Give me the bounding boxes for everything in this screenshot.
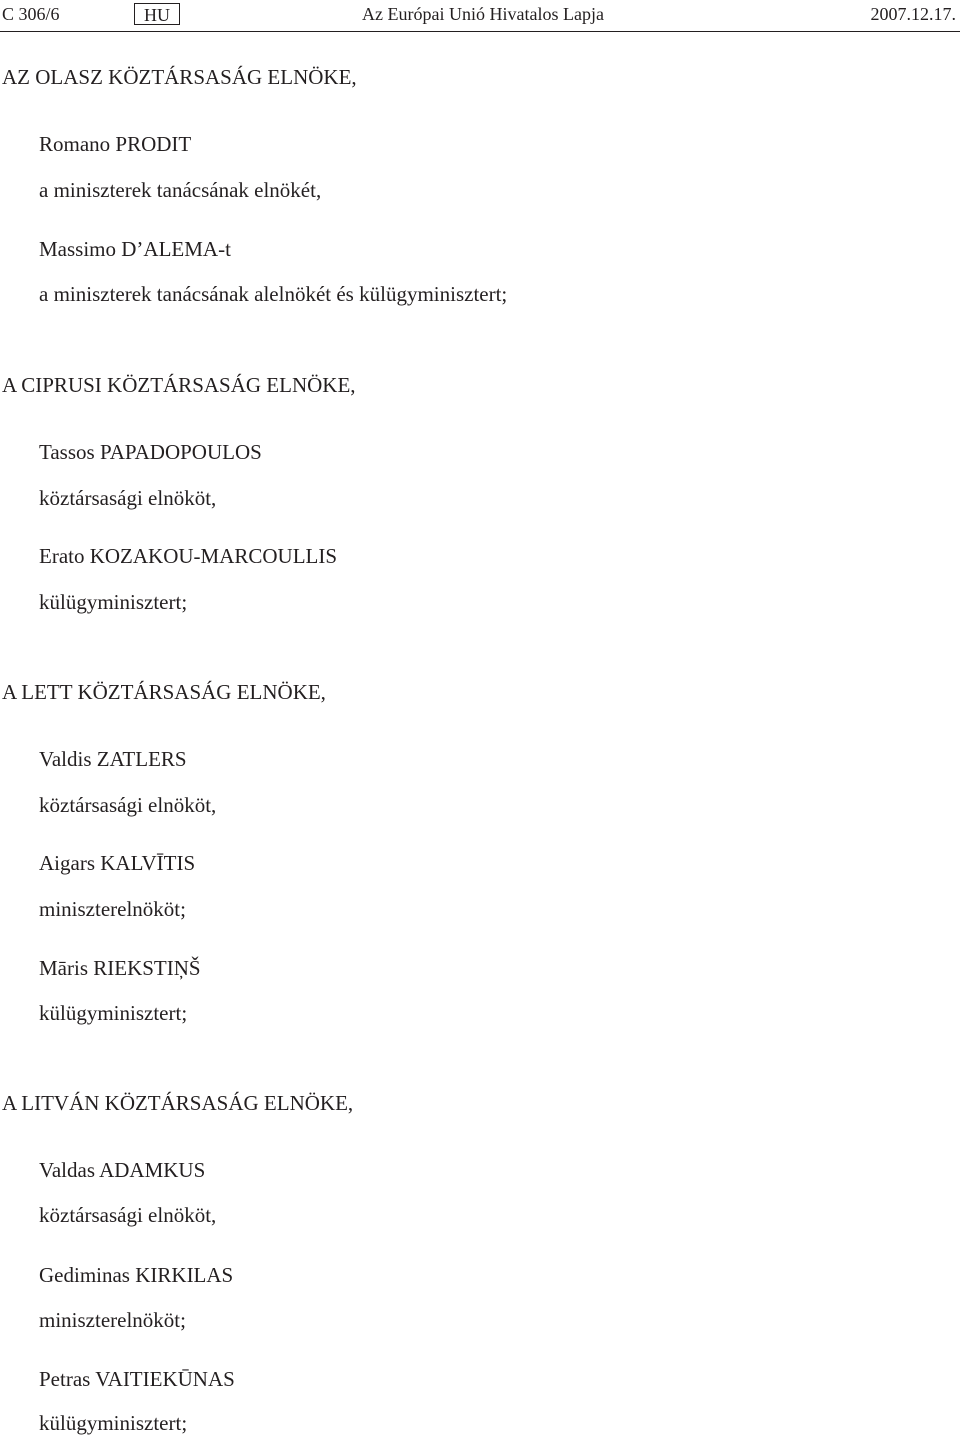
person-name: Gediminas KIRKILAS xyxy=(39,1263,234,1287)
person-role: külügyminisztert; xyxy=(39,1001,188,1025)
person-role: külügyminisztert; xyxy=(39,590,188,614)
section-heading: A CIPRUSI KÖZTÁRSASÁG ELNÖKE, xyxy=(2,373,356,397)
person-name: Petras VAITIEKŪNAS xyxy=(39,1367,235,1391)
person-name: Erato KOZAKOU-MARCOULLIS xyxy=(39,544,338,568)
section-heading: A LITVÁN KÖZTÁRSASÁG ELNÖKE, xyxy=(2,1091,354,1115)
person-name: Massimo D’ALEMA-t xyxy=(39,237,231,261)
person-name: Māris RIEKSTIŅŠ xyxy=(39,956,201,980)
section-heading: AZ OLASZ KÖZTÁRSASÁG ELNÖKE, xyxy=(2,65,357,89)
language-badge: HU xyxy=(134,3,180,25)
page-reference: C 306/6 xyxy=(2,4,60,24)
person-role: a miniszterek tanácsának elnökét, xyxy=(39,178,322,202)
person-name: Valdas ADAMKUS xyxy=(39,1158,206,1182)
person-role: köztársasági elnököt, xyxy=(39,793,217,817)
person-role: a miniszterek tanácsának alelnökét és külügyminisztert; xyxy=(39,282,508,306)
journal-title: Az Európai Unió Hivatalos Lapja xyxy=(362,4,604,24)
page-header xyxy=(0,0,960,32)
person-role: külügyminisztert; xyxy=(39,1411,188,1435)
person-role: miniszterelnököt; xyxy=(39,897,186,921)
person-name: Valdis ZATLERS xyxy=(39,747,187,771)
publication-date: 2007.12.17. xyxy=(870,4,956,24)
person-role: köztársasági elnököt, xyxy=(39,486,217,510)
section-heading: A LETT KÖZTÁRSASÁG ELNÖKE, xyxy=(2,680,326,704)
person-name: Aigars KALVĪTIS xyxy=(39,851,196,875)
person-role: köztársasági elnököt, xyxy=(39,1203,217,1227)
header-rule xyxy=(0,31,960,32)
person-name: Romano PRODIT xyxy=(39,132,192,156)
person-role: miniszterelnököt; xyxy=(39,1308,186,1332)
person-name: Tassos PAPADOPOULOS xyxy=(39,440,262,464)
